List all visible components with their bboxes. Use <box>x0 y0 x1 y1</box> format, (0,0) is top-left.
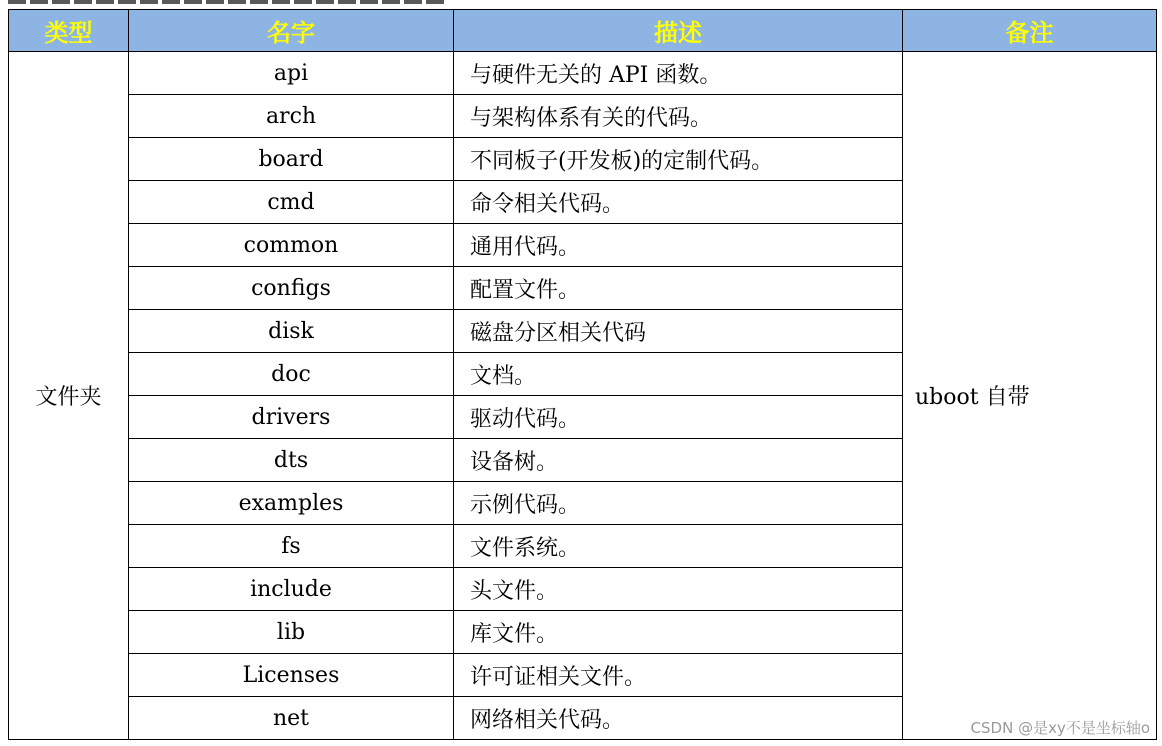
header-note: 备注 <box>903 10 1157 52</box>
note-cell: uboot 自带 <box>903 52 1157 740</box>
name-cell: fs <box>129 525 454 568</box>
name-cell: board <box>129 138 454 181</box>
description-cell: 文档。 <box>454 353 903 396</box>
name-cell: Licenses <box>129 654 454 697</box>
description-cell: 设备树。 <box>454 439 903 482</box>
description-cell: 配置文件。 <box>454 267 903 310</box>
name-cell: drivers <box>129 396 454 439</box>
description-cell: 不同板子(开发板)的定制代码。 <box>454 138 903 181</box>
description-cell: 与硬件无关的 API 函数。 <box>454 52 903 95</box>
name-cell: lib <box>129 611 454 654</box>
name-cell: net <box>129 697 454 740</box>
description-cell: 通用代码。 <box>454 224 903 267</box>
description-cell: 示例代码。 <box>454 482 903 525</box>
header-description: 描述 <box>454 10 903 52</box>
watermark: CSDN @是xy不是坐标轴o <box>970 719 1150 737</box>
name-cell: configs <box>129 267 454 310</box>
name-cell: examples <box>129 482 454 525</box>
name-cell: dts <box>129 439 454 482</box>
name-cell: arch <box>129 95 454 138</box>
type-cell: 文件夹 <box>9 52 129 740</box>
header-type: 类型 <box>9 10 129 52</box>
description-cell: 驱动代码。 <box>454 396 903 439</box>
name-cell: cmd <box>129 181 454 224</box>
table-row <box>9 52 1157 95</box>
description-cell: 网络相关代码。 <box>454 697 903 740</box>
directory-table <box>8 9 1157 740</box>
name-cell: include <box>129 568 454 611</box>
description-cell: 许可证相关文件。 <box>454 654 903 697</box>
description-cell: 磁盘分区相关代码 <box>454 310 903 353</box>
name-cell: doc <box>129 353 454 396</box>
header-row <box>9 10 1157 52</box>
description-cell: 与架构体系有关的代码。 <box>454 95 903 138</box>
header-name: 名字 <box>129 10 454 52</box>
description-cell: 文件系统。 <box>454 525 903 568</box>
description-cell: 头文件。 <box>454 568 903 611</box>
name-cell: common <box>129 224 454 267</box>
description-cell: 命令相关代码。 <box>454 181 903 224</box>
name-cell: api <box>129 52 454 95</box>
clipped-previous-text <box>0 0 1162 8</box>
name-cell: disk <box>129 310 454 353</box>
description-cell: 库文件。 <box>454 611 903 654</box>
